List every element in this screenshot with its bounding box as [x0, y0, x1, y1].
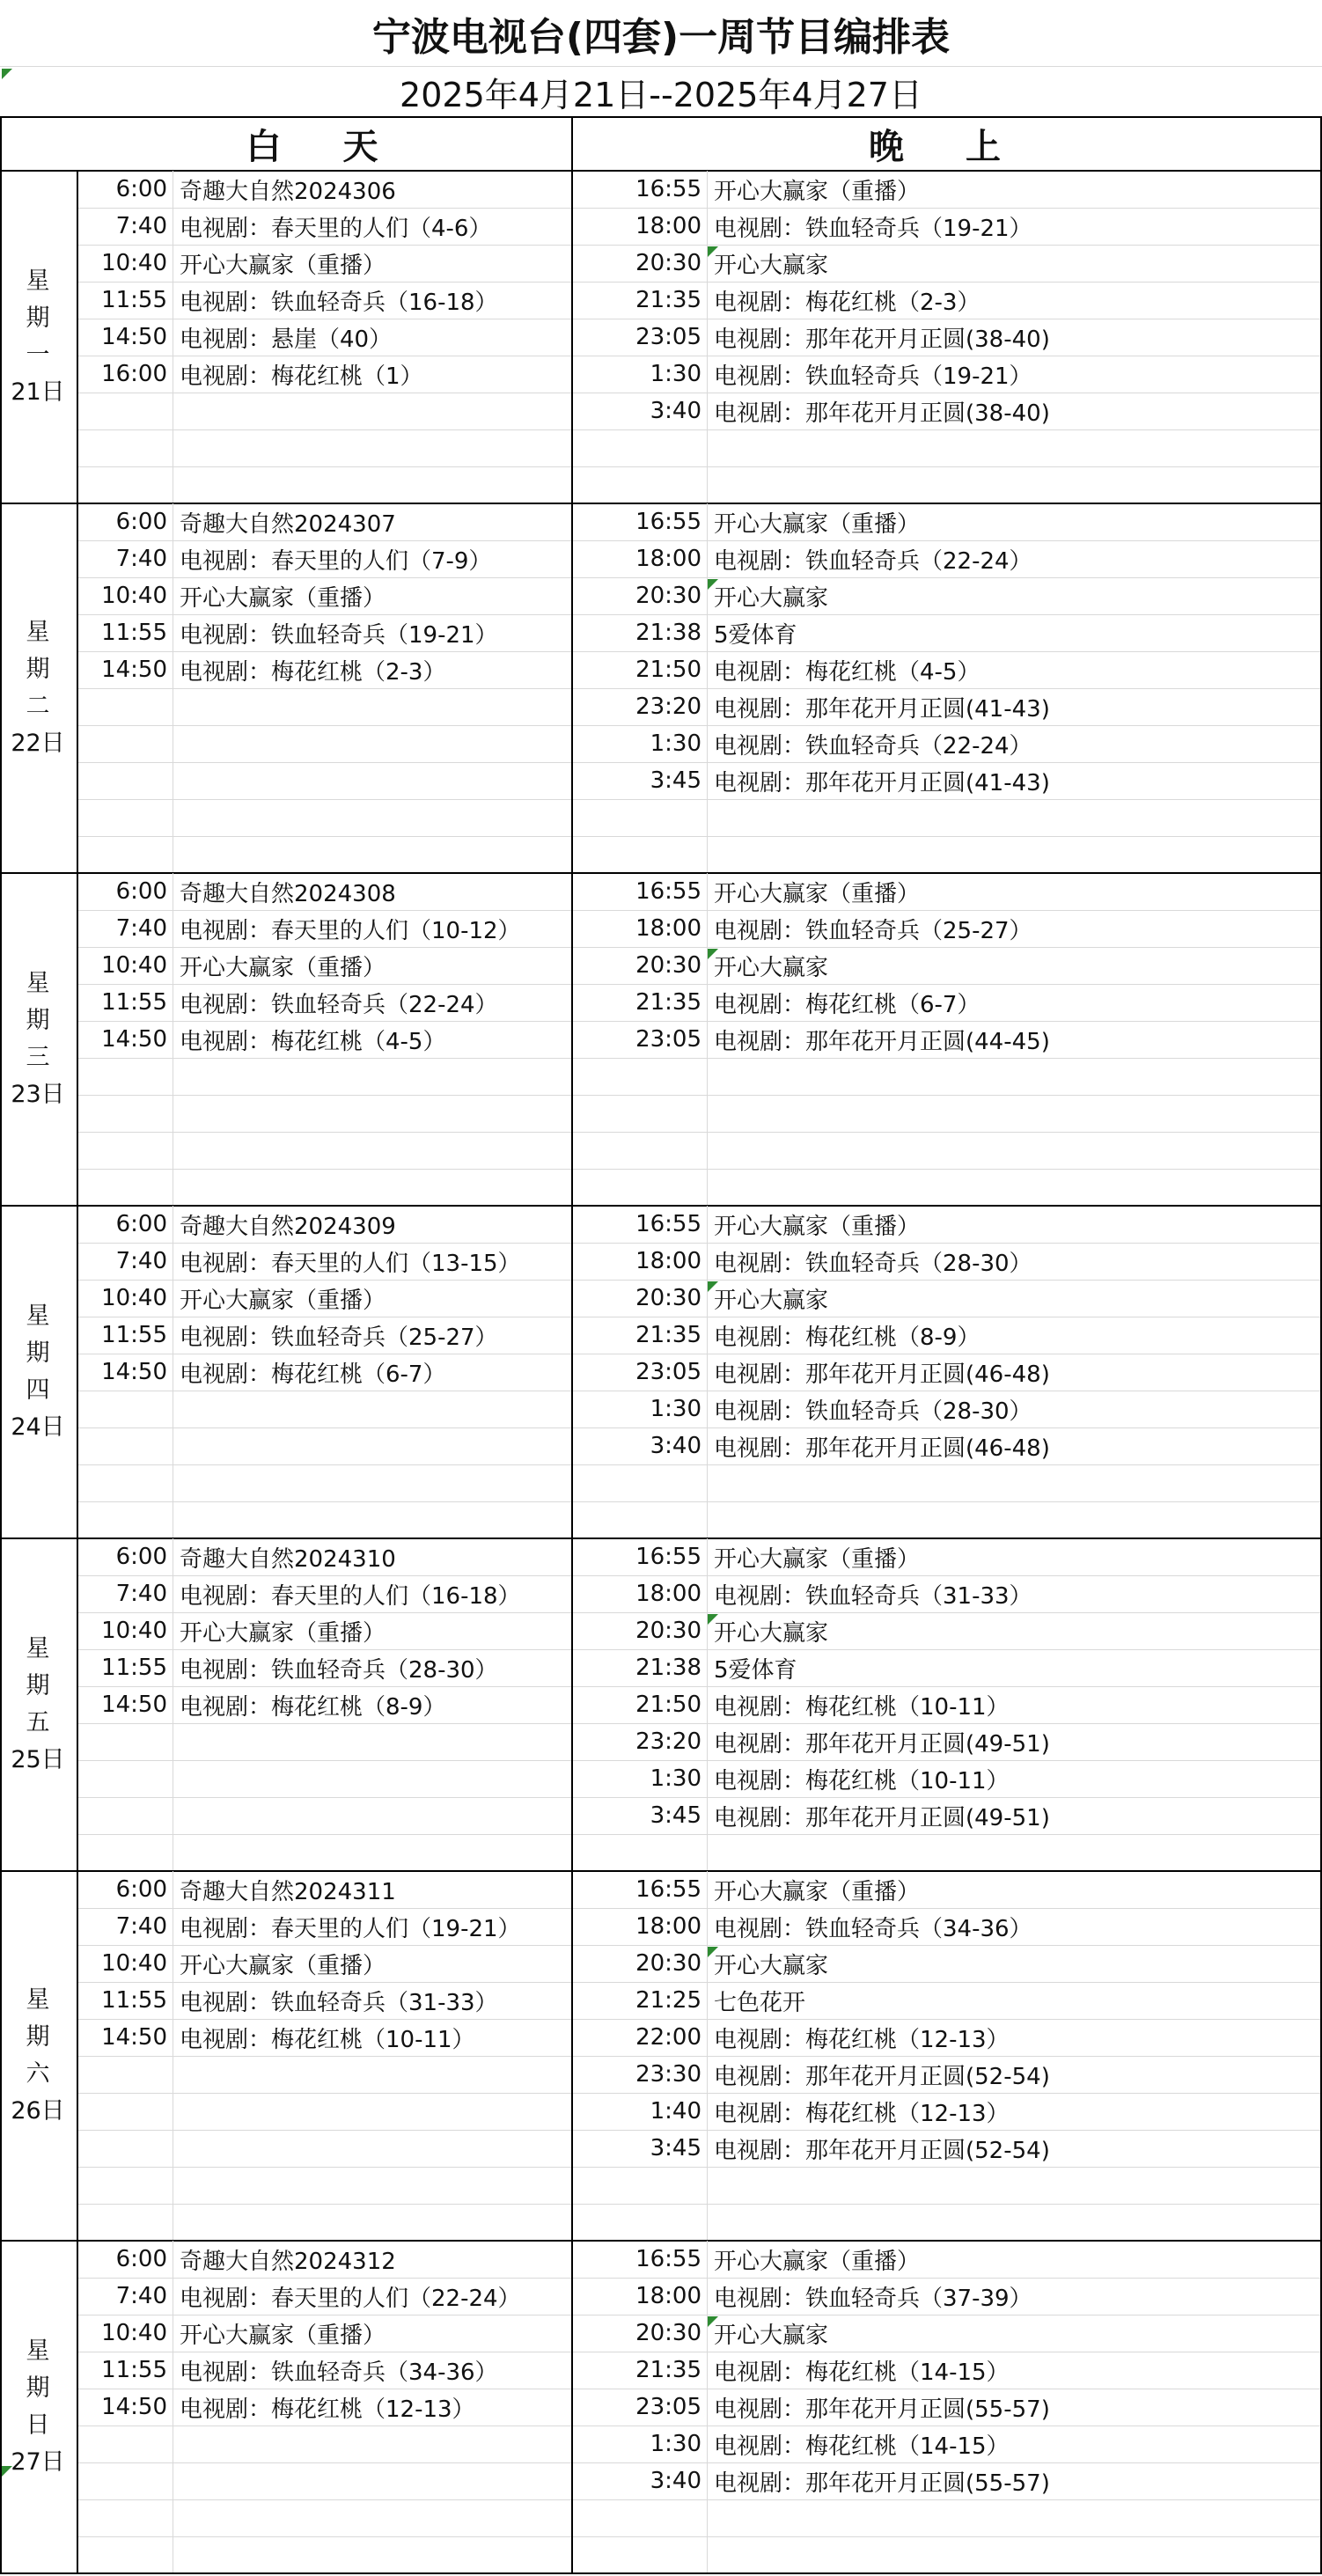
- weekday-char: 六: [26, 2060, 50, 2088]
- comment-marker: [708, 2316, 718, 2327]
- comment-marker: [708, 1281, 718, 1292]
- date-label: 27日: [11, 2448, 65, 2476]
- night-program: 电视剧：那年花开月正圆(52-54): [714, 2063, 1050, 2090]
- night-time: 18:00: [635, 1248, 701, 1274]
- night-time: 3:40: [650, 398, 701, 424]
- day-program: 电视剧：春天里的人们（7-9）: [180, 547, 492, 575]
- night-time: 18:00: [635, 915, 701, 942]
- day-time: 6:00: [115, 878, 167, 905]
- day-program: 奇趣大自然2024310: [180, 1545, 396, 1573]
- grid-line: [77, 1501, 1321, 1502]
- day-program: 电视剧：春天里的人们（13-15）: [180, 1250, 521, 1277]
- night-program: 电视剧：那年花开月正圆(41-43): [714, 695, 1050, 723]
- day-program: 电视剧：铁血轻奇兵（25-27）: [180, 1324, 498, 1351]
- night-time: 20:30: [635, 2320, 701, 2346]
- grid-line: [77, 836, 1321, 837]
- night-time: 3:45: [650, 1802, 701, 1829]
- night-program: 电视剧：梅花红桃（12-13）: [714, 2100, 1010, 2127]
- day-program: 奇趣大自然2024309: [180, 1213, 396, 1240]
- night-program: 电视剧：梅花红桃（6-7）: [714, 991, 980, 1018]
- night-program: 电视剧：那年花开月正圆(55-57): [714, 2396, 1050, 2423]
- day-program: 开心大赢家（重播）: [180, 1287, 386, 1314]
- night-program: 开心大赢家（重播）: [714, 1545, 921, 1573]
- night-time: 1:30: [650, 1396, 701, 1422]
- day-time: 10:40: [101, 952, 167, 979]
- night-time: 20:30: [635, 583, 701, 609]
- grid-line: [707, 1538, 708, 1871]
- night-time: 21:35: [635, 2357, 701, 2383]
- night-program: 5爱体育: [714, 621, 797, 649]
- day-program: 开心大赢家（重播）: [180, 1952, 386, 1979]
- day-time: 7:40: [115, 2283, 167, 2309]
- day-time: 6:00: [115, 1544, 167, 1570]
- night-program: 七色花开: [714, 1989, 806, 2016]
- day-time: 14:50: [101, 1026, 167, 1053]
- night-program: 电视剧：那年花开月正圆(49-51): [714, 1730, 1050, 1758]
- weekday-label: [0, 2241, 76, 2573]
- night-program: 开心大赢家: [714, 1287, 829, 1314]
- date-label: 25日: [11, 1746, 65, 1773]
- night-program: 开心大赢家: [714, 954, 829, 981]
- night-time: 18:00: [635, 1581, 701, 1607]
- day-program: 电视剧：悬崖（40）: [180, 326, 393, 353]
- weekday-char: 星: [26, 619, 50, 646]
- grid-line: [707, 1206, 708, 1538]
- comment-marker: [708, 949, 718, 959]
- night-program: 电视剧：铁血轻奇兵（31-33）: [714, 1582, 1032, 1610]
- night-time: 23:20: [635, 1728, 701, 1755]
- day-time: 11:55: [101, 1987, 167, 2014]
- weekday-label: [0, 503, 76, 873]
- weekday-label: [0, 1871, 76, 2241]
- grid-line: [77, 466, 1321, 467]
- day-time: 11:55: [101, 620, 167, 646]
- day-time: 7:40: [115, 1913, 167, 1940]
- grid-line: [77, 1169, 1321, 1170]
- night-program: 电视剧：梅花红桃（12-13）: [714, 2026, 1010, 2053]
- day-program: 开心大赢家（重播）: [180, 584, 386, 612]
- day-program: 奇趣大自然2024308: [180, 880, 396, 907]
- weekday-char: 星: [26, 1986, 50, 2014]
- day-time: 7:40: [115, 546, 167, 572]
- grid-line: [77, 1464, 1321, 1465]
- night-program: 电视剧：梅花红桃（2-3）: [714, 289, 980, 316]
- day-time: 6:00: [115, 1876, 167, 1903]
- night-program: 电视剧：铁血轻奇兵（22-24）: [714, 732, 1032, 760]
- day-program: 电视剧：铁血轻奇兵（34-36）: [180, 2359, 498, 2386]
- day-program: 开心大赢家（重播）: [180, 252, 386, 279]
- day-time: 11:55: [101, 989, 167, 1016]
- night-time: 22:00: [635, 2024, 701, 2051]
- night-program: 开心大赢家（重播）: [714, 1213, 921, 1240]
- night-program: 开心大赢家: [714, 1619, 829, 1647]
- day-time: 6:00: [115, 509, 167, 535]
- day-time: 14:50: [101, 1359, 167, 1385]
- day-program: 奇趣大自然2024312: [180, 2248, 396, 2275]
- night-program: 开心大赢家: [714, 2322, 829, 2349]
- day-program: 电视剧：春天里的人们（19-21）: [180, 1915, 521, 1942]
- grid-line: [77, 2499, 1321, 2500]
- day-program: 电视剧：春天里的人们（16-18）: [180, 1582, 521, 1610]
- night-time: 23:05: [635, 324, 701, 350]
- day-program: 电视剧：春天里的人们（10-12）: [180, 917, 521, 944]
- night-time: 23:05: [635, 2394, 701, 2420]
- day-time: 11:55: [101, 2357, 167, 2383]
- day-program: 电视剧：铁血轻奇兵（22-24）: [180, 991, 498, 1018]
- day-program: 开心大赢家（重播）: [180, 1619, 386, 1647]
- night-program: 电视剧：铁血轻奇兵（34-36）: [714, 1915, 1032, 1942]
- weekday-char: 星: [26, 268, 50, 295]
- weekday-char: 星: [26, 2337, 50, 2365]
- day-time: 14:50: [101, 324, 167, 350]
- night-program: 电视剧：铁血轻奇兵（37-39）: [714, 2285, 1032, 2312]
- day-program: 奇趣大自然2024307: [180, 510, 396, 538]
- night-program: 5爱体育: [714, 1656, 797, 1684]
- grid-line: [707, 2241, 708, 2573]
- weekday-char: 期: [26, 1339, 50, 1367]
- night-time: 20:30: [635, 250, 701, 276]
- night-program: 电视剧：那年花开月正圆(38-40): [714, 326, 1050, 353]
- weekday-char: 一: [26, 341, 50, 369]
- night-program: 开心大赢家: [714, 252, 829, 279]
- day-program: 电视剧：铁血轻奇兵（19-21）: [180, 621, 498, 649]
- night-time: 21:38: [635, 1655, 701, 1681]
- night-time: 18:00: [635, 1913, 701, 1940]
- night-program: 开心大赢家（重播）: [714, 880, 921, 907]
- day-program: 电视剧：梅花红桃（4-5）: [180, 1028, 446, 1055]
- day-program: 电视剧：梅花红桃（6-7）: [180, 1361, 446, 1388]
- grid-line: [77, 1132, 1321, 1133]
- night-time: 1:30: [650, 1765, 701, 1792]
- weekday-char: 期: [26, 1672, 50, 1699]
- night-program: 电视剧：铁血轻奇兵（22-24）: [714, 547, 1032, 575]
- night-program: 电视剧：那年花开月正圆(55-57): [714, 2470, 1050, 2497]
- night-time: 16:55: [635, 1544, 701, 1570]
- night-program: 电视剧：那年花开月正圆(46-48): [714, 1435, 1050, 1462]
- night-time: 21:25: [635, 1987, 701, 2014]
- weekday-char: 期: [26, 2374, 50, 2402]
- comment-marker: [708, 246, 718, 257]
- date-label: 21日: [11, 378, 65, 406]
- night-program: 电视剧：那年花开月正圆(52-54): [714, 2137, 1050, 2164]
- night-program: 电视剧：那年花开月正圆(46-48): [714, 1361, 1050, 1388]
- weekday-char: 二: [26, 693, 50, 720]
- night-time: 18:00: [635, 213, 701, 239]
- night-program: 开心大赢家: [714, 584, 829, 612]
- header-evening: 晚 上: [869, 126, 1025, 167]
- grid-line: [77, 1058, 1321, 1059]
- night-time: 23:30: [635, 2061, 701, 2088]
- day-time: 6:00: [115, 176, 167, 202]
- weekday-char: 期: [26, 2023, 50, 2051]
- day-program: 电视剧：梅花红桃（8-9）: [180, 1693, 446, 1721]
- weekday-char: 期: [26, 305, 50, 332]
- night-time: 16:55: [635, 1876, 701, 1903]
- weekday-char: 三: [26, 1044, 50, 1071]
- day-time: 14:50: [101, 657, 167, 683]
- weekday-char: 期: [26, 656, 50, 683]
- night-program: 电视剧：梅花红桃（8-9）: [714, 1324, 980, 1351]
- night-time: 1:40: [650, 2098, 701, 2125]
- day-program: 开心大赢家（重播）: [180, 954, 386, 981]
- day-time: 7:40: [115, 915, 167, 942]
- night-time: 20:30: [635, 952, 701, 979]
- night-program: 电视剧：那年花开月正圆(49-51): [714, 1804, 1050, 1831]
- night-time: 21:50: [635, 1692, 701, 1718]
- weekday-char: 五: [26, 1709, 50, 1736]
- comment-marker: [708, 1614, 718, 1625]
- night-program: 电视剧：铁血轻奇兵（25-27）: [714, 917, 1032, 944]
- header-daytime: 白 天: [246, 126, 403, 167]
- border-line: [571, 116, 573, 2573]
- day-program: 电视剧：梅花红桃（10-11）: [180, 2026, 475, 2053]
- day-time: 10:40: [101, 1950, 167, 1977]
- night-time: 1:30: [650, 361, 701, 387]
- date-label: 23日: [11, 1081, 65, 1108]
- day-program: 开心大赢家（重播）: [180, 2322, 386, 2349]
- day-time: 10:40: [101, 583, 167, 609]
- night-time: 23:05: [635, 1359, 701, 1385]
- night-program: 开心大赢家（重播）: [714, 1878, 921, 1905]
- night-time: 1:30: [650, 2431, 701, 2457]
- grid-line: [77, 1095, 1321, 1096]
- night-time: 21:50: [635, 657, 701, 683]
- day-time: 11:55: [101, 1322, 167, 1348]
- weekday-char: 星: [26, 970, 50, 997]
- night-time: 16:55: [635, 878, 701, 905]
- night-time: 20:30: [635, 1285, 701, 1311]
- comment-marker: [708, 579, 718, 590]
- day-program: 电视剧：春天里的人们（4-6）: [180, 215, 492, 242]
- border-line: [77, 171, 78, 2573]
- night-time: 1:30: [650, 730, 701, 757]
- grid-line: [707, 1871, 708, 2241]
- day-time: 10:40: [101, 1285, 167, 1311]
- grid-line: [707, 171, 708, 503]
- night-time: 20:30: [635, 1950, 701, 1977]
- weekday-char: 星: [26, 1635, 50, 1662]
- day-time: 14:50: [101, 2024, 167, 2051]
- night-program: 电视剧：铁血轻奇兵（19-21）: [714, 215, 1032, 242]
- night-program: 电视剧：梅花红桃（10-11）: [714, 1767, 1010, 1794]
- date-label: 24日: [11, 1413, 65, 1441]
- night-time: 21:35: [635, 1322, 701, 1348]
- weekday-char: 四: [26, 1376, 50, 1404]
- day-program: 奇趣大自然2024306: [180, 178, 396, 205]
- day-time: 16:00: [101, 361, 167, 387]
- night-program: 电视剧：梅花红桃（14-15）: [714, 2433, 1010, 2460]
- date-range: 2025年4月21日--2025年4月27日: [400, 75, 922, 114]
- grid-line: [707, 873, 708, 1206]
- night-time: 16:55: [635, 176, 701, 202]
- weekday-label: [0, 873, 76, 1206]
- night-time: 21:38: [635, 620, 701, 646]
- night-program: 电视剧：铁血轻奇兵（28-30）: [714, 1398, 1032, 1425]
- day-time: 14:50: [101, 2394, 167, 2420]
- day-time: 10:40: [101, 250, 167, 276]
- date-label: 26日: [11, 2097, 65, 2125]
- day-time: 11:55: [101, 1655, 167, 1681]
- block-border: [0, 2572, 1322, 2574]
- night-time: 18:00: [635, 546, 701, 572]
- grid-line: [77, 799, 1321, 800]
- grid-line: [77, 1834, 1321, 1835]
- night-program: 电视剧：铁血轻奇兵（28-30）: [714, 1250, 1032, 1277]
- day-time: 7:40: [115, 1248, 167, 1274]
- day-time: 6:00: [115, 1211, 167, 1237]
- weekday-label: [0, 1538, 76, 1871]
- day-program: 电视剧：梅花红桃（1）: [180, 363, 423, 390]
- night-program: 开心大赢家: [714, 1952, 829, 1979]
- weekday-char: 日: [26, 2411, 50, 2439]
- day-program: 电视剧：梅花红桃（2-3）: [180, 658, 446, 686]
- border-line: [0, 116, 1322, 118]
- date-label: 22日: [11, 730, 65, 757]
- night-time: 23:05: [635, 1026, 701, 1053]
- night-program: 开心大赢家（重播）: [714, 510, 921, 538]
- day-time: 14:50: [101, 1692, 167, 1718]
- night-program: 开心大赢家（重播）: [714, 2248, 921, 2275]
- night-program: 电视剧：铁血轻奇兵（19-21）: [714, 363, 1032, 390]
- night-time: 16:55: [635, 2246, 701, 2272]
- night-time: 3:40: [650, 2468, 701, 2494]
- weekday-label: [0, 171, 76, 503]
- grid-line: [707, 503, 708, 873]
- night-program: 电视剧：那年花开月正圆(44-45): [714, 1028, 1050, 1055]
- grid-line: [77, 429, 1321, 430]
- weekday-char: 期: [26, 1007, 50, 1034]
- day-program: 电视剧：春天里的人们（22-24）: [180, 2285, 521, 2312]
- comment-marker: [2, 2466, 12, 2477]
- night-time: 23:20: [635, 694, 701, 720]
- border-line: [0, 116, 2, 2573]
- day-program: 电视剧：铁血轻奇兵（28-30）: [180, 1656, 498, 1684]
- night-time: 20:30: [635, 1618, 701, 1644]
- day-time: 6:00: [115, 2246, 167, 2272]
- day-program: 奇趣大自然2024311: [180, 1878, 396, 1905]
- night-time: 18:00: [635, 2283, 701, 2309]
- night-program: 电视剧：梅花红桃（10-11）: [714, 1693, 1010, 1721]
- day-program: 电视剧：梅花红桃（12-13）: [180, 2396, 475, 2423]
- day-time: 7:40: [115, 213, 167, 239]
- day-time: 11:55: [101, 287, 167, 313]
- night-time: 21:35: [635, 287, 701, 313]
- night-program: 电视剧：那年花开月正圆(41-43): [714, 769, 1050, 796]
- day-time: 7:40: [115, 1581, 167, 1607]
- weekday-label: [0, 1206, 76, 1538]
- night-time: 3:45: [650, 2135, 701, 2161]
- night-time: 21:35: [635, 989, 701, 1016]
- night-program: 电视剧：那年花开月正圆(38-40): [714, 400, 1050, 427]
- comment-marker: [708, 1947, 718, 1957]
- night-program: 电视剧：梅花红桃（14-15）: [714, 2359, 1010, 2386]
- night-time: 16:55: [635, 509, 701, 535]
- day-program: 电视剧：铁血轻奇兵（31-33）: [180, 1989, 498, 2016]
- grid-line: [0, 66, 1322, 67]
- weekday-char: 星: [26, 1303, 50, 1330]
- night-time: 3:40: [650, 1433, 701, 1459]
- comment-marker: [2, 69, 12, 79]
- night-time: 16:55: [635, 1211, 701, 1237]
- grid-line: [77, 2536, 1321, 2537]
- page-title: 宁波电视台(四套)一周节目编排表: [371, 15, 951, 60]
- day-program: 电视剧：铁血轻奇兵（16-18）: [180, 289, 498, 316]
- day-time: 10:40: [101, 2320, 167, 2346]
- grid-line: [77, 2167, 1321, 2168]
- grid-line: [77, 2204, 1321, 2205]
- night-time: 3:45: [650, 767, 701, 794]
- day-time: 10:40: [101, 1618, 167, 1644]
- night-program: 开心大赢家（重播）: [714, 178, 921, 205]
- night-program: 电视剧：梅花红桃（4-5）: [714, 658, 980, 686]
